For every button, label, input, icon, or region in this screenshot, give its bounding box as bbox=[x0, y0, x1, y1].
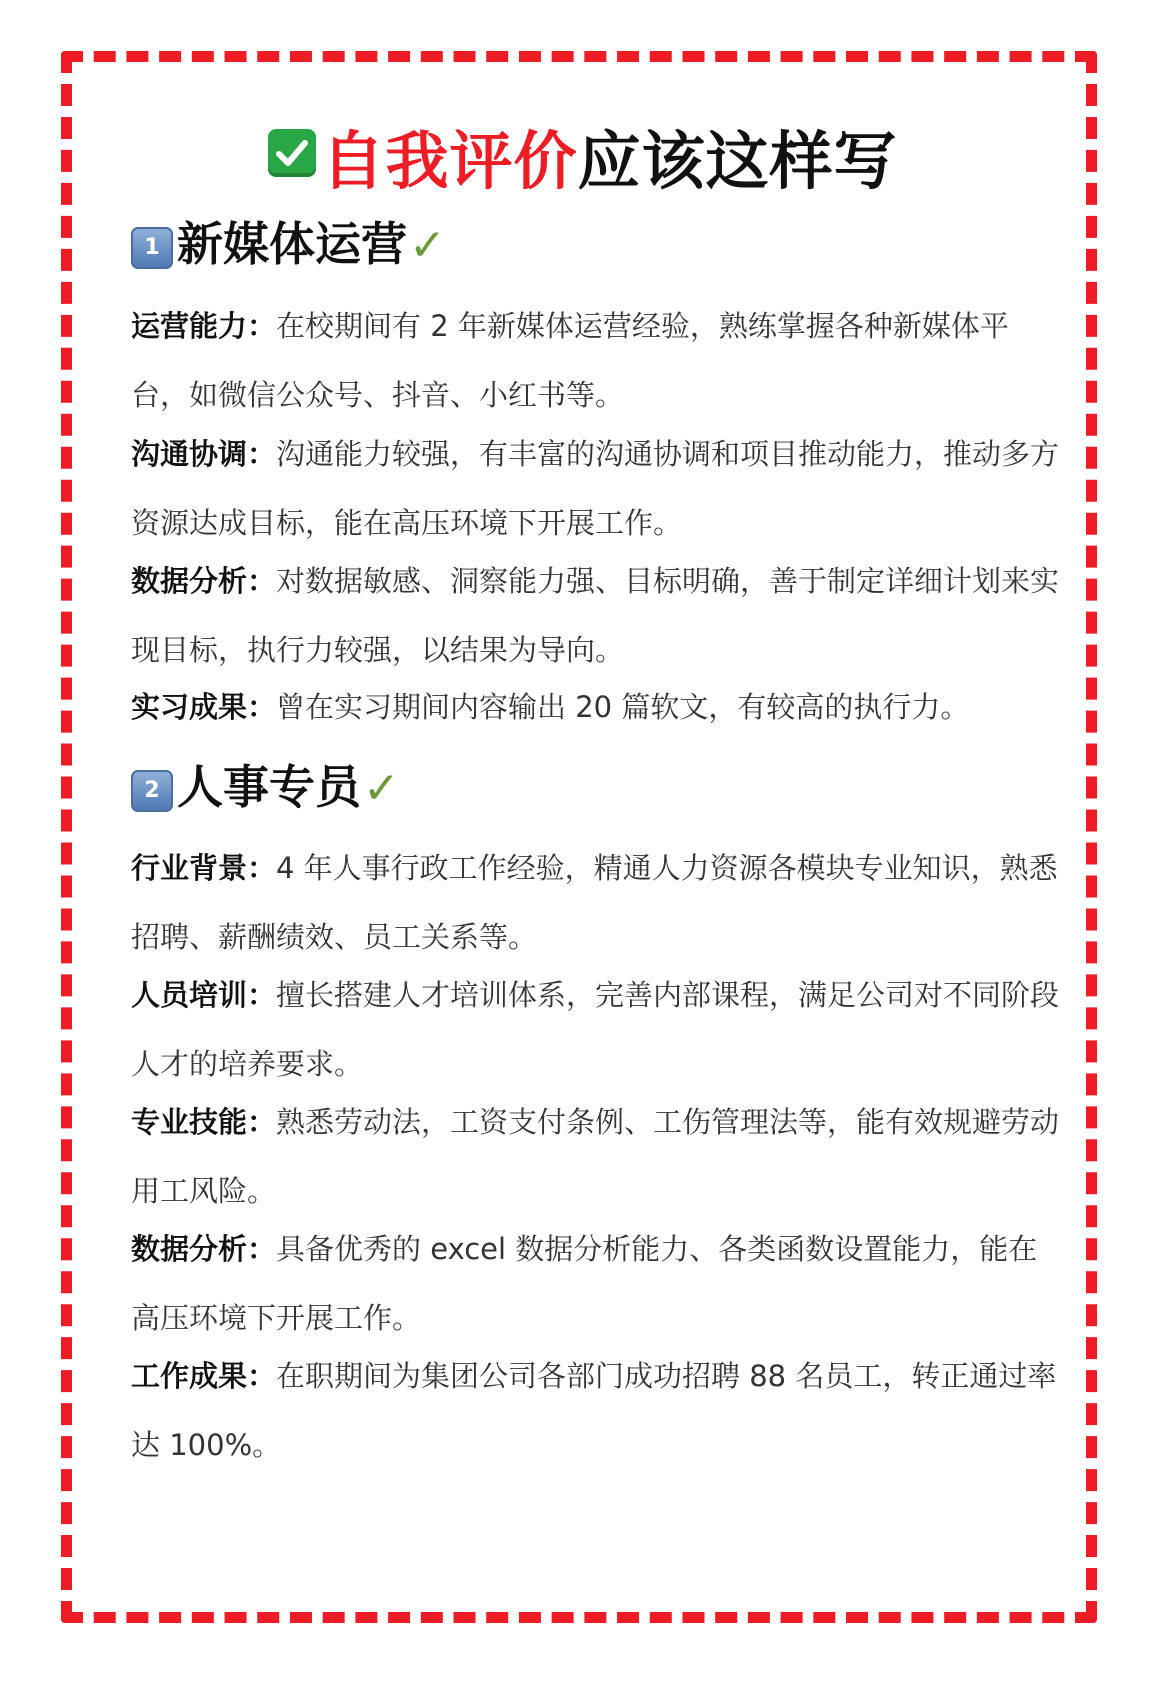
item-text: 对数据敏感、洞察能力强、目标明确，善于制定详细计划来实现目标，执行力较强，以结果为导向。 bbox=[131, 564, 1060, 667]
section-heading-hr bbox=[131, 757, 400, 819]
item-text: 4 年人事行政工作经验，精通人力资源各模块专业知识，熟悉招聘、薪酬绩效、员工关系等。 bbox=[131, 851, 1058, 954]
list-item bbox=[131, 961, 1061, 1099]
item-text: 熟悉劳动法，工资支付条例、工伤管理法等，能有效规避劳动用工风险。 bbox=[131, 1105, 1060, 1208]
list-item bbox=[131, 1342, 1061, 1480]
item-text: 曾在实习期间内容输出 20 篇软文，有较高的执行力。 bbox=[276, 690, 970, 724]
section-heading-new-media bbox=[131, 214, 446, 276]
item-label: 实习成果： bbox=[131, 690, 277, 724]
keycap-one-icon: 1 bbox=[131, 227, 173, 269]
item-label: 运营能力： bbox=[131, 309, 277, 343]
item-label: 工作成果： bbox=[131, 1359, 277, 1393]
section-heading-text: 人事专员 bbox=[177, 760, 361, 814]
item-text: 具备优秀的 excel 数据分析能力、各类函数设置能力，能在高压环境下开展工作。 bbox=[131, 1232, 1038, 1335]
item-text: 在校期间有 2 年新媒体运营经验，熟练掌握各种新媒体平台，如微信公众号、抖音、小红书等。 bbox=[131, 309, 1009, 412]
item-label: 数据分析： bbox=[131, 564, 277, 598]
page-title bbox=[0, 122, 1165, 202]
list-item bbox=[131, 1088, 1061, 1226]
item-label: 人员培训： bbox=[131, 978, 277, 1012]
list-item bbox=[131, 834, 1061, 972]
item-label: 数据分析： bbox=[131, 1232, 277, 1266]
keycap-two-icon: 2 bbox=[131, 770, 173, 812]
list-item bbox=[131, 673, 1061, 742]
title-black-part: 应该这样写 bbox=[577, 125, 898, 198]
check-mark-button-icon bbox=[268, 129, 316, 177]
item-text: 沟通能力较强，有丰富的沟通协调和项目推动能力，推动多方资源达成目标，能在高压环境下开展工作。 bbox=[131, 437, 1060, 540]
list-item bbox=[131, 292, 1061, 430]
title-red-part: 自我评价 bbox=[321, 125, 578, 198]
item-label: 沟通协调： bbox=[131, 437, 277, 471]
list-item bbox=[131, 1215, 1061, 1353]
item-label: 行业背景： bbox=[131, 851, 277, 885]
list-item bbox=[131, 420, 1061, 558]
check-mark-icon: ✓ bbox=[409, 220, 446, 271]
check-mark-icon: ✓ bbox=[363, 763, 400, 814]
list-item bbox=[131, 547, 1061, 685]
item-label: 专业技能： bbox=[131, 1105, 277, 1139]
item-text: 在职期间为集团公司各部门成功招聘 88 名员工，转正通过率达 100%。 bbox=[131, 1359, 1057, 1462]
item-text: 擅长搭建人才培训体系，完善内部课程，满足公司对不同阶段人才的培养要求。 bbox=[131, 978, 1060, 1081]
section-heading-text: 新媒体运营 bbox=[177, 217, 407, 271]
